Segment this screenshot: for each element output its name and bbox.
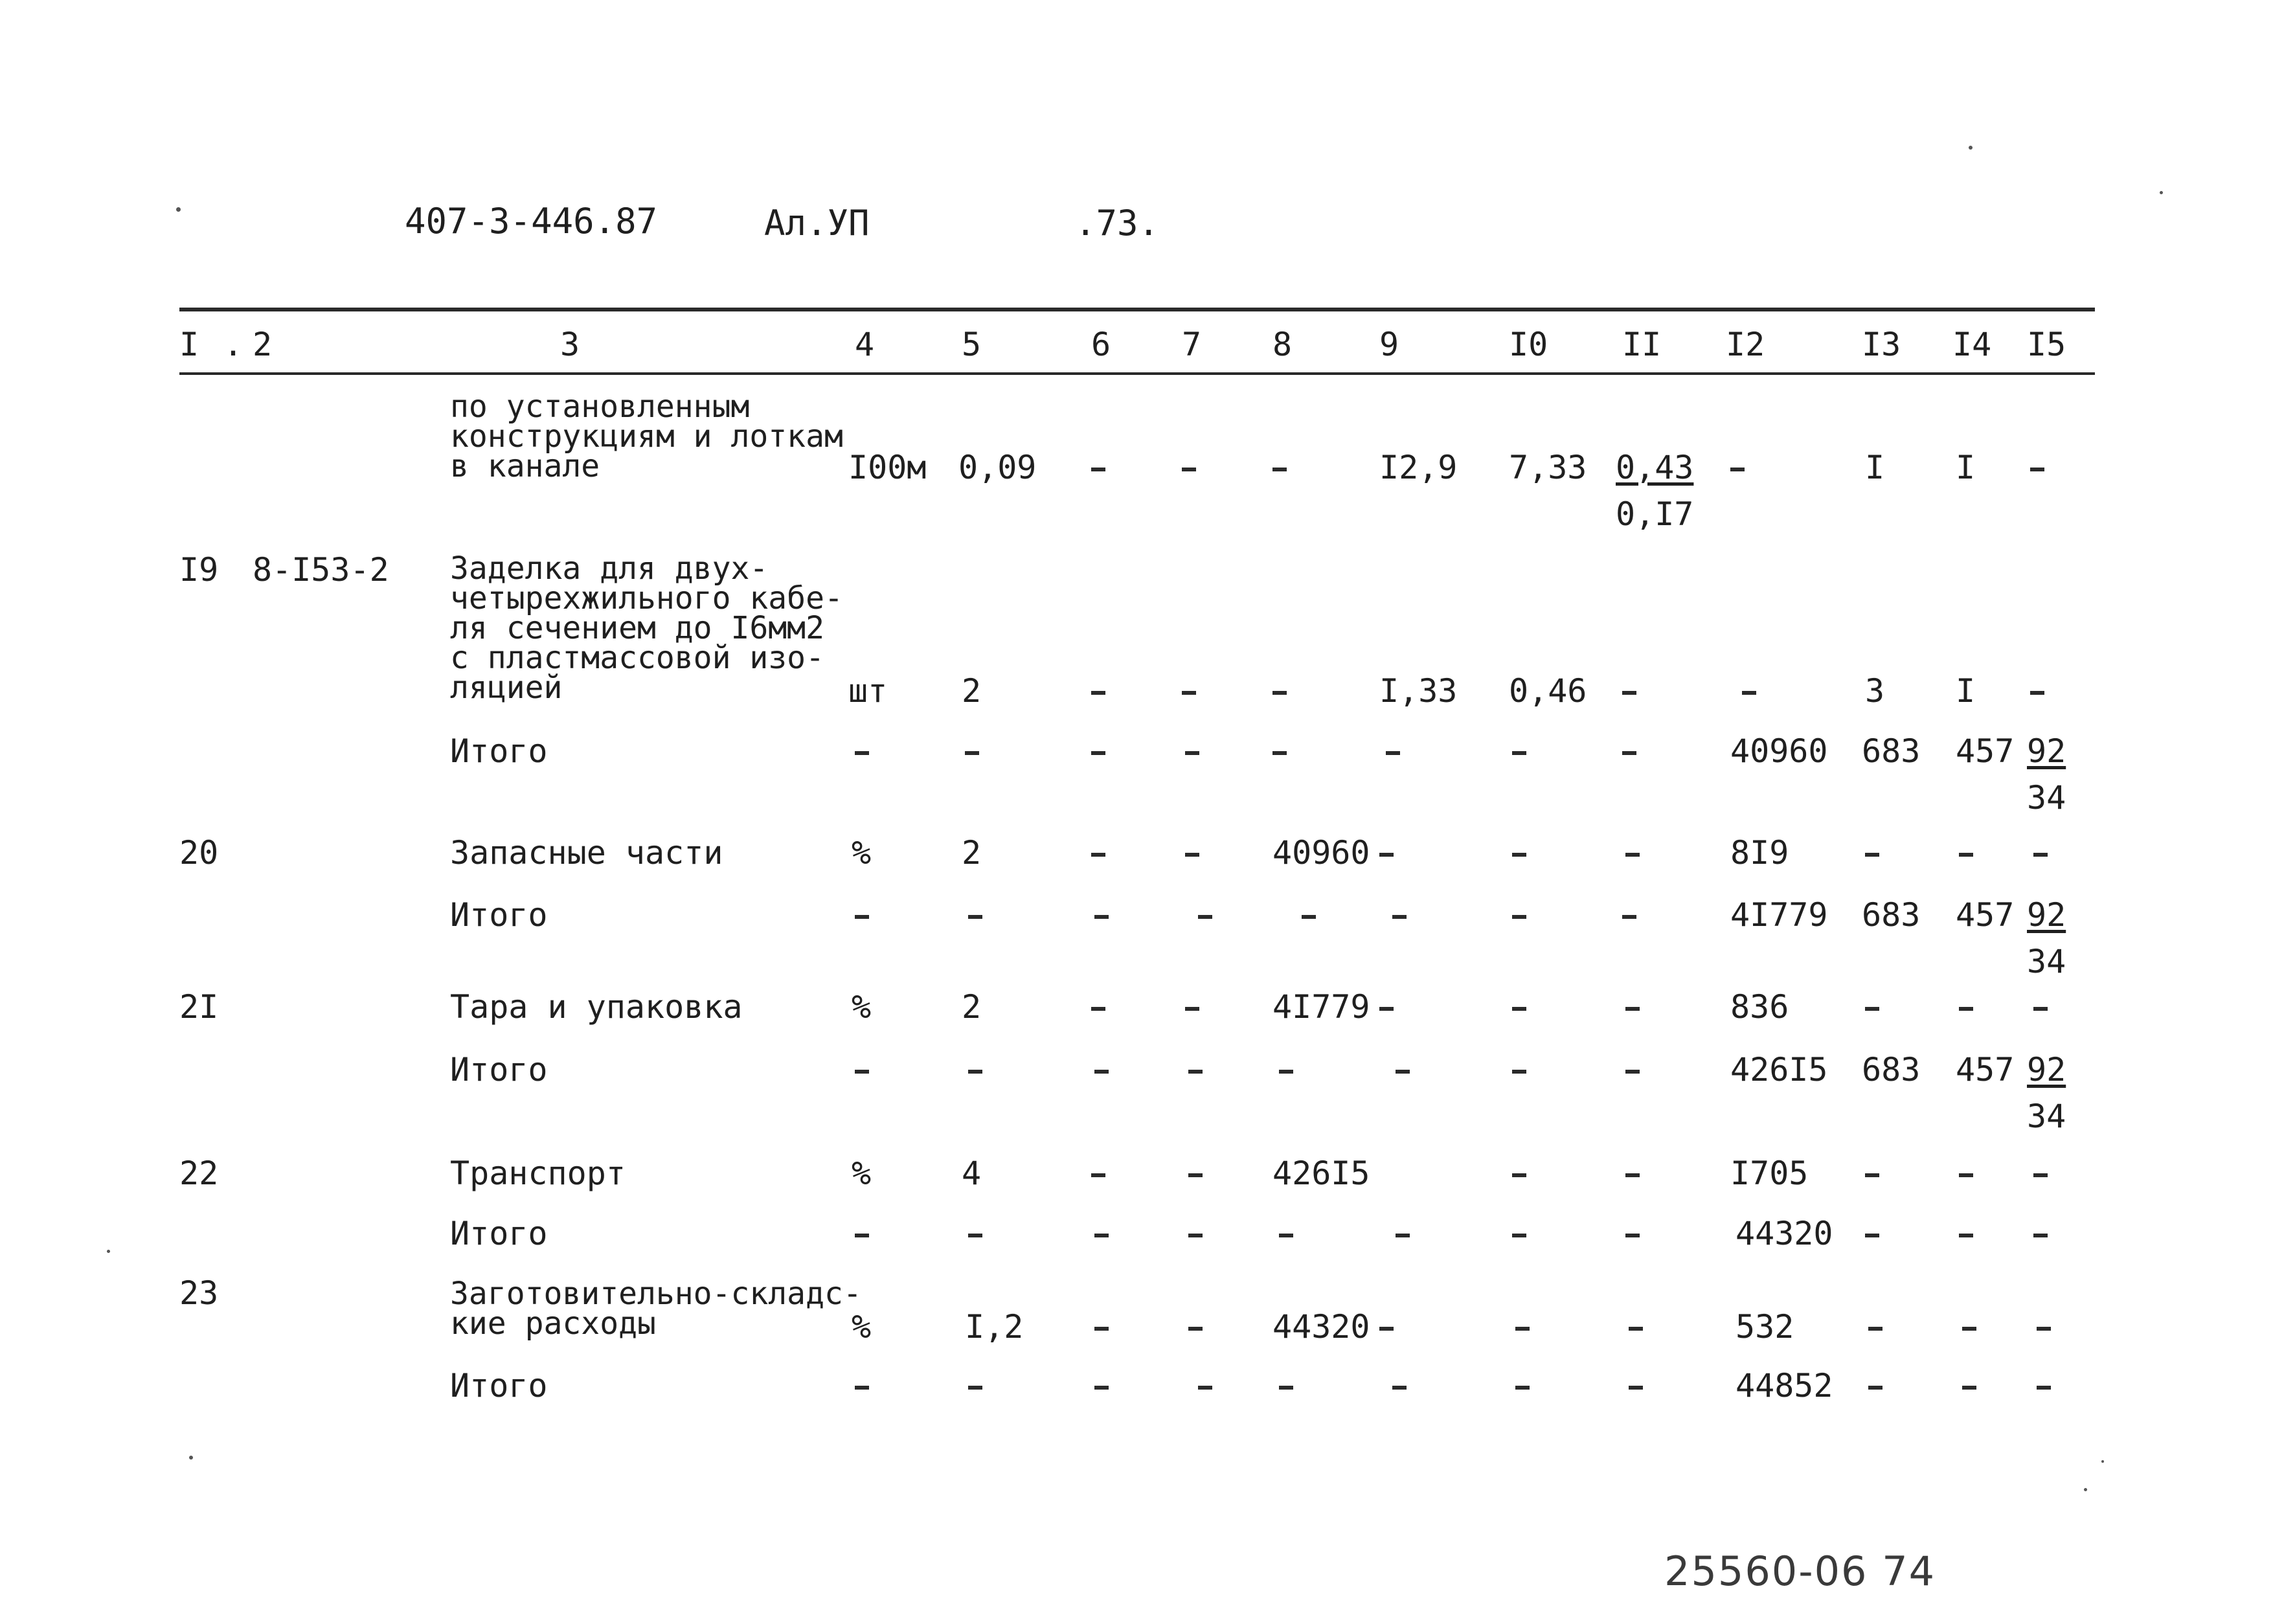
row-23-c6-dash — [1094, 1327, 1109, 1331]
row-19-name-l3: ля сечением до I6мм2 — [450, 610, 824, 646]
total-2-c13: 683 — [1862, 896, 1921, 934]
row-19-c6-dash — [1091, 691, 1105, 695]
row-18-name-l1: по установленным — [450, 389, 750, 425]
row-22-unit: % — [852, 1155, 872, 1192]
row-23-num: 23 — [179, 1274, 219, 1312]
scan-speck — [176, 207, 181, 212]
total-2-c10-dash — [1512, 915, 1526, 919]
total-5-c7-dash — [1198, 1386, 1212, 1390]
row-21-c7-dash — [1185, 1007, 1199, 1011]
row-18-c6-dash — [1091, 468, 1105, 471]
row-22-c7-dash — [1188, 1173, 1203, 1177]
row-18-unit: I00м — [848, 449, 927, 486]
total-3-c14: 457 — [1956, 1051, 2015, 1088]
total-5-label: Итого — [450, 1367, 548, 1404]
total-2-c9-dash — [1392, 915, 1407, 919]
total-2-c12: 4I779 — [1730, 896, 1828, 934]
total-2-c15-fraction — [2027, 896, 2066, 980]
total-4-c11-dash — [1625, 1234, 1640, 1237]
scan-speck — [107, 1250, 110, 1253]
total-4-c10-dash — [1512, 1234, 1526, 1237]
col-header-14: I4 — [1952, 326, 1992, 363]
total-3-c6-dash — [1094, 1070, 1109, 1074]
row-21-unit: % — [852, 988, 872, 1026]
row-23-c15-dash — [2037, 1327, 2051, 1331]
col-header-12: I2 — [1726, 326, 1765, 363]
row-21-c6-dash — [1091, 1007, 1105, 1011]
col-header-6: 6 — [1091, 326, 1111, 363]
scan-speck — [2101, 1460, 2104, 1463]
total-1-c7-dash — [1185, 751, 1199, 755]
row-21-c12: 836 — [1730, 988, 1789, 1026]
total-5-c10-dash — [1515, 1386, 1530, 1390]
row-20-c12: 8I9 — [1730, 834, 1789, 872]
row-22-c6-dash — [1091, 1173, 1105, 1177]
row-21-qty: 2 — [962, 988, 982, 1026]
row-19-name-l1: Заделка для двух- — [450, 550, 769, 587]
row-23-name-l1: Заготовительно-складс- — [450, 1276, 862, 1312]
row-20-c15-dash — [2033, 853, 2048, 857]
row-23-c7-dash — [1188, 1327, 1203, 1331]
total-3-c5-dash — [968, 1070, 982, 1074]
row-22-c15-dash — [2033, 1173, 2048, 1177]
table-header-rule — [179, 372, 2095, 375]
total-2-c8-dash — [1302, 915, 1316, 919]
row-19-qty: 2 — [962, 672, 982, 710]
row-22-c8: 426I5 — [1272, 1155, 1370, 1192]
total-3-c13: 683 — [1862, 1051, 1921, 1088]
total-3-c12: 426I5 — [1730, 1051, 1828, 1088]
row-19-c8-dash — [1272, 691, 1287, 695]
row-21-c15-dash — [2033, 1007, 2048, 1011]
total-4-c8-dash — [1279, 1234, 1293, 1237]
row-18-c14: I — [1956, 449, 1976, 486]
row-18-c13: I — [1865, 449, 1885, 486]
row-21-c11-dash — [1625, 1007, 1640, 1011]
row-19-c10: 0,46 — [1509, 672, 1587, 710]
scan-speck — [1969, 146, 1973, 150]
album-label: Ал.УП — [764, 203, 870, 243]
row-19-c12-dash — [1742, 691, 1756, 695]
total-5-c8-dash — [1279, 1386, 1293, 1390]
row-19-name-l4: с пластмассовой изо- — [450, 640, 824, 676]
row-18-name-l2: конструкциям и лоткам — [450, 418, 843, 455]
col-header-5: 5 — [962, 326, 982, 363]
total-1-c11-dash — [1622, 751, 1636, 755]
total-4-c12: 44320 — [1736, 1215, 1833, 1252]
row-20-c6-dash — [1091, 853, 1105, 857]
row-19-c13: 3 — [1865, 672, 1885, 710]
total-2-c11-dash — [1622, 915, 1636, 919]
row-18-name-l3: в канале — [450, 448, 600, 484]
total-4-c6-dash — [1094, 1234, 1109, 1237]
total-1-c4-dash — [855, 751, 869, 755]
col-header-7: 7 — [1182, 326, 1202, 363]
row-18-c10: 7,33 — [1509, 449, 1587, 486]
total-3-c4-dash — [855, 1070, 869, 1074]
total-3-c11-dash — [1625, 1070, 1640, 1074]
col-header-11: II — [1622, 326, 1662, 363]
row-19-num: I9 — [179, 551, 219, 589]
col-header-dot: . — [223, 326, 243, 363]
row-22-c12: I705 — [1730, 1155, 1809, 1192]
total-3-c10-dash — [1512, 1070, 1526, 1074]
total-4-c14-dash — [1959, 1234, 1973, 1237]
row-18-c8-dash — [1272, 468, 1287, 471]
table-top-rule — [179, 308, 2095, 311]
total-3-c8-dash — [1279, 1070, 1293, 1074]
row-22-qty: 4 — [962, 1155, 982, 1192]
total-2-c14: 457 — [1956, 896, 2015, 934]
total-2-c7-dash — [1198, 915, 1212, 919]
row-22-name: Транспорт — [450, 1155, 626, 1192]
row-18-c11-num: 0,43 — [1616, 449, 1694, 486]
row-23-c8: 44320 — [1272, 1308, 1370, 1346]
row-23-c13-dash — [1868, 1327, 1883, 1331]
row-19-code: 8-I53-2 — [253, 551, 389, 589]
total-2-c4-dash — [855, 915, 869, 919]
total-1-c8-dash — [1272, 751, 1287, 755]
col-header-9: 9 — [1379, 326, 1399, 363]
total-1-label: Итого — [450, 732, 548, 770]
scan-speck — [189, 1456, 193, 1460]
total-1-c10-dash — [1512, 751, 1526, 755]
row-23-c11-dash — [1629, 1327, 1643, 1331]
row-20-c10-dash — [1512, 853, 1526, 857]
total-2-c5-dash — [968, 915, 982, 919]
total-4-c13-dash — [1865, 1234, 1879, 1237]
col-header-15: I5 — [2027, 326, 2066, 363]
total-4-c5-dash — [968, 1234, 982, 1237]
total-5-c14-dash — [1962, 1386, 1976, 1390]
row-19-c15-dash — [2030, 691, 2044, 695]
row-21-c14-dash — [1959, 1007, 1973, 1011]
row-20-num: 20 — [179, 834, 219, 872]
total-5-c5-dash — [968, 1386, 982, 1390]
row-21-c13-dash — [1865, 1007, 1879, 1011]
total-3-c15-den: 34 — [2027, 1098, 2066, 1135]
row-18-c7-dash — [1182, 468, 1196, 471]
total-1-c14: 457 — [1956, 732, 2015, 770]
row-19-name-l5: ляцией — [450, 670, 563, 706]
scan-speck — [2160, 191, 2163, 194]
row-21-c10-dash — [1512, 1007, 1526, 1011]
row-23-c14-dash — [1962, 1327, 1976, 1331]
total-1-c15-fraction — [2027, 732, 2066, 817]
page-number: .73. — [1075, 203, 1160, 243]
total-4-label: Итого — [450, 1215, 548, 1252]
total-5-c9-dash — [1392, 1386, 1407, 1390]
total-5-c15-dash — [2037, 1386, 2051, 1390]
row-22-c10-dash — [1512, 1173, 1526, 1177]
row-21-c8: 4I779 — [1272, 988, 1370, 1026]
row-19-c9: I,33 — [1379, 672, 1458, 710]
row-22-c14-dash — [1959, 1173, 1973, 1177]
total-1-c15-den: 34 — [2027, 779, 2066, 817]
total-2-c15-num: 92 — [2027, 896, 2066, 934]
total-2-c15-den: 34 — [2027, 943, 2066, 980]
col-header-2: 2 — [253, 326, 273, 363]
total-1-c15-num: 92 — [2027, 732, 2066, 770]
row-22-c13-dash — [1865, 1173, 1879, 1177]
total-3-c15-fraction — [2027, 1051, 2066, 1135]
row-18-c11-fraction — [1616, 449, 1694, 533]
total-5-c6-dash — [1094, 1386, 1109, 1390]
row-18-c9: I2,9 — [1379, 449, 1458, 486]
col-header-13: I3 — [1862, 326, 1901, 363]
total-3-c9-dash — [1396, 1070, 1410, 1074]
row-18-c12-dash — [1730, 468, 1745, 471]
col-header-10: I0 — [1509, 326, 1548, 363]
row-19-c7-dash — [1182, 691, 1196, 695]
total-3-label: Итого — [450, 1051, 548, 1088]
total-5-c11-dash — [1629, 1386, 1643, 1390]
row-18-c11-den: 0,I7 — [1616, 495, 1694, 533]
handwritten-archive-number: 25560-06 74 — [1664, 1548, 1936, 1595]
row-18-c15-dash — [2030, 468, 2044, 471]
scan-speck — [2084, 1488, 2087, 1491]
row-20-c14-dash — [1959, 853, 1973, 857]
row-19-unit: шт — [848, 672, 888, 710]
row-19-c14: I — [1956, 672, 1976, 710]
row-23-c10-dash — [1515, 1327, 1530, 1331]
row-21-name: Тара и упаковка — [450, 988, 743, 1026]
total-5-c12: 44852 — [1736, 1367, 1833, 1404]
row-19-name-l2: четырехжильного кабе- — [450, 580, 843, 616]
total-2-c6-dash — [1094, 915, 1109, 919]
total-1-c6-dash — [1091, 751, 1105, 755]
row-19-c11-dash — [1622, 691, 1636, 695]
row-20-c13-dash — [1865, 853, 1879, 857]
total-4-c7-dash — [1188, 1234, 1203, 1237]
row-21-c9-dash — [1379, 1007, 1394, 1011]
total-4-c15-dash — [2033, 1234, 2048, 1237]
total-3-c15-num: 92 — [2027, 1051, 2066, 1088]
row-20-c11-dash — [1625, 853, 1640, 857]
row-23-c12: 532 — [1736, 1308, 1794, 1346]
total-4-c9-dash — [1396, 1234, 1410, 1237]
total-2-label: Итого — [450, 896, 548, 934]
total-3-c7-dash — [1188, 1070, 1203, 1074]
col-header-8: 8 — [1272, 326, 1293, 363]
total-1-c5-dash — [965, 751, 979, 755]
row-22-c11-dash — [1625, 1173, 1640, 1177]
col-header-3: 3 — [560, 326, 580, 363]
row-23-unit: % — [852, 1308, 872, 1346]
total-4-c4-dash — [855, 1234, 869, 1237]
total-1-c9-dash — [1386, 751, 1400, 755]
row-20-c7-dash — [1185, 853, 1199, 857]
row-23-c9-dash — [1379, 1327, 1394, 1331]
row-20-unit: % — [852, 834, 872, 872]
doc-code: 407-3-446.87 — [405, 201, 658, 242]
row-20-qty: 2 — [962, 834, 982, 872]
row-18-qty: 0,09 — [958, 449, 1037, 486]
total-1-c12: 40960 — [1730, 732, 1828, 770]
total-5-c13-dash — [1868, 1386, 1883, 1390]
row-20-name: Запасные части — [450, 834, 723, 872]
total-1-c13: 683 — [1862, 732, 1921, 770]
row-21-num: 2I — [179, 988, 219, 1026]
row-23-name-l2: кие расходы — [450, 1305, 656, 1342]
row-20-c8: 40960 — [1272, 834, 1370, 872]
col-header-1: I — [179, 326, 199, 363]
row-23-qty: I,2 — [965, 1308, 1024, 1346]
total-5-c4-dash — [855, 1386, 869, 1390]
col-header-4: 4 — [855, 326, 875, 363]
row-22-num: 22 — [179, 1155, 219, 1192]
row-20-c9-dash — [1379, 853, 1394, 857]
